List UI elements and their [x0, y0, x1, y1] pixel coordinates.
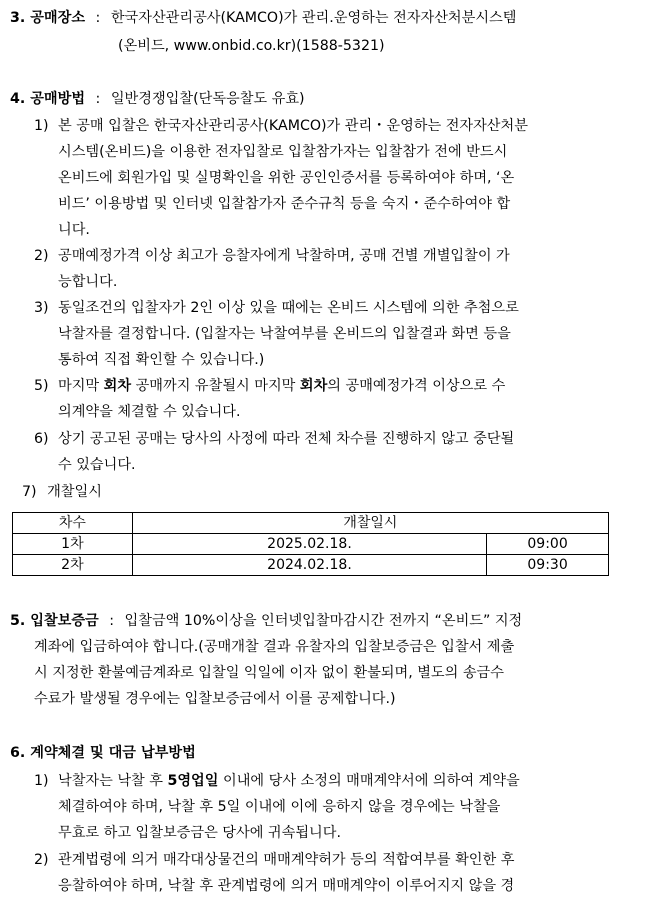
item-number: 5): [34, 378, 49, 394]
table-row: [13, 534, 609, 555]
text: 의 공매예정가격 이상으로 수: [327, 378, 506, 394]
cell-date: 2025.02.18.: [132, 534, 486, 555]
item-4-6-line-1: 상기 공고된 공매는 당사의 사정에 따라 전체 차수를 진행하지 않고 중단될: [58, 431, 515, 447]
cell-time: 09:00: [487, 534, 609, 555]
text: 이내에 당사 소정의 매매계약서에 의하여 계약을: [223, 773, 520, 789]
item-4-7: [22, 482, 102, 502]
item-4-1-line-5: 니다.: [58, 222, 90, 238]
item-4-5-line-1: [58, 376, 505, 396]
item-number: 7): [22, 484, 37, 500]
section-5-title: 5. 입찰보증금: [10, 613, 99, 629]
section-5-line-4: 수료가 발생될 경우에는 입찰보증금에서 이를 공제합니다.): [34, 691, 396, 707]
item-number: 6): [34, 431, 49, 447]
table-header-row: [13, 513, 609, 534]
section-6-title: [10, 743, 196, 763]
cell-time: 09:30: [487, 555, 609, 576]
item-4-1-line-4: 비드’ 이용방법 및 인터넷 입찰참가자 준수규칙 등을 숙지・준수하여야 합: [58, 196, 511, 212]
item-4-1-line-3: 온비드에 회원가입 및 실명확인을 위한 공인인증서를 등록하여야 하며, ‘온: [58, 170, 515, 186]
section-4-title: 4. 공매방법: [10, 91, 86, 107]
item-6-2-line-1: 관계법령에 의거 매각대상물건의 매매계약허가 등의 적합여부를 확인한 후: [58, 852, 515, 868]
text: 본 공매 입찰은 한국자산관리공사(KAMCO)가 관리・운영하는 전자자산처분: [58, 118, 528, 134]
section-4-heading: [10, 89, 305, 109]
item-4-2-line-2: 능합니다.: [58, 274, 118, 290]
text: 낙찰자는 낙찰 후: [58, 773, 163, 789]
item-4-1-line-2: 시스템(온비드)을 이용한 전자입찰로 입찰참가자는 입찰참가 전에 반드시: [58, 144, 508, 160]
item-4-3-line-2: 낙찰자를 결정합니다. (입찰자는 낙찰여부를 온비드의 입찰결과 화면 등을: [58, 326, 511, 342]
item-number: 1): [34, 773, 49, 789]
section-5-line-3: 시 지정한 환불예금계좌로 입찰일 익일에 이자 없이 환불되며, 별도의 송금수: [34, 665, 504, 681]
section-6-title-text: 6. 계약체결 및 대금 납부방법: [10, 745, 196, 761]
item-4-1-line-1: [58, 116, 634, 136]
item-6-2-line-2: 응찰하여야 하며, 낙찰 후 관계법령에 의거 매매계약이 이루어지지 않을 경: [58, 878, 515, 894]
section-3-title: 3. 공매장소: [10, 10, 86, 26]
cell-round: 1차: [13, 534, 133, 555]
header-round: 차수: [13, 513, 133, 534]
separator: :: [95, 10, 101, 26]
section-5-line-2: 계좌에 입금하여야 합니다.(공매개찰 결과 유찰자의 입찰보증금은 입찰서 제출: [34, 639, 515, 655]
item-4-3-line-3: 통하여 직접 확인할 수 있습니다.): [58, 352, 265, 368]
item-6-1-line-3: 무효로 하고 입찰보증금은 당사에 귀속됩니다.: [58, 825, 341, 841]
section-3-line-2: (온비드, www.onbid.co.kr)(1588-5321): [118, 38, 385, 54]
separator: :: [109, 613, 115, 629]
item-4-5-line-2: 의계약을 체결할 수 있습니다.: [58, 404, 241, 420]
section-4-method: 일반경쟁입찰(단독응찰도 유효): [110, 91, 305, 107]
item-number: 2): [34, 248, 49, 264]
item-number: 3): [34, 300, 49, 316]
section-5-line-1: 입찰금액 10%이상을 인터넷입찰마감시간 전까지 “온비드” 지정: [124, 613, 523, 629]
text: 공매까지 유찰될시 마지막: [135, 378, 296, 394]
table-row: [13, 555, 609, 576]
item-6-1-line-2: 체결하여야 하며, 낙찰 후 5일 이내에 이에 응하지 않을 경우에는 낙찰을: [58, 799, 501, 815]
header-datetime: 개찰일시: [132, 513, 608, 534]
section-3-line-1: 한국자산관리공사(KAMCO)가 관리.운영하는 전자자산처분시스템: [110, 10, 517, 26]
schedule-table: [12, 512, 609, 576]
text: 마지막: [58, 378, 100, 394]
item-4-7-label: 개찰일시: [47, 484, 102, 500]
item-4-6-line-2: 수 있습니다.: [58, 457, 136, 473]
item-6-1-line-1: [58, 771, 520, 791]
separator: :: [95, 91, 101, 107]
section-3-heading: [10, 8, 516, 28]
item-number: 1): [34, 118, 49, 134]
item-number: 2): [34, 852, 49, 868]
cell-round: 2차: [13, 555, 133, 576]
item-4-2-line-1: 공매예정가격 이상 최고가 응찰자에게 낙찰하며, 공매 건별 개별입찰이 가: [58, 248, 510, 264]
cell-date: 2024.02.18.: [132, 555, 486, 576]
section-5-heading: [10, 611, 522, 631]
emphasis: 5영업일: [167, 773, 219, 789]
emphasis: 회차: [299, 378, 328, 394]
item-4-3-line-1: 동일조건의 입찰자가 2인 이상 있을 때에는 온비드 시스템에 의한 추첨으로: [58, 300, 519, 316]
emphasis: 회차: [103, 378, 132, 394]
